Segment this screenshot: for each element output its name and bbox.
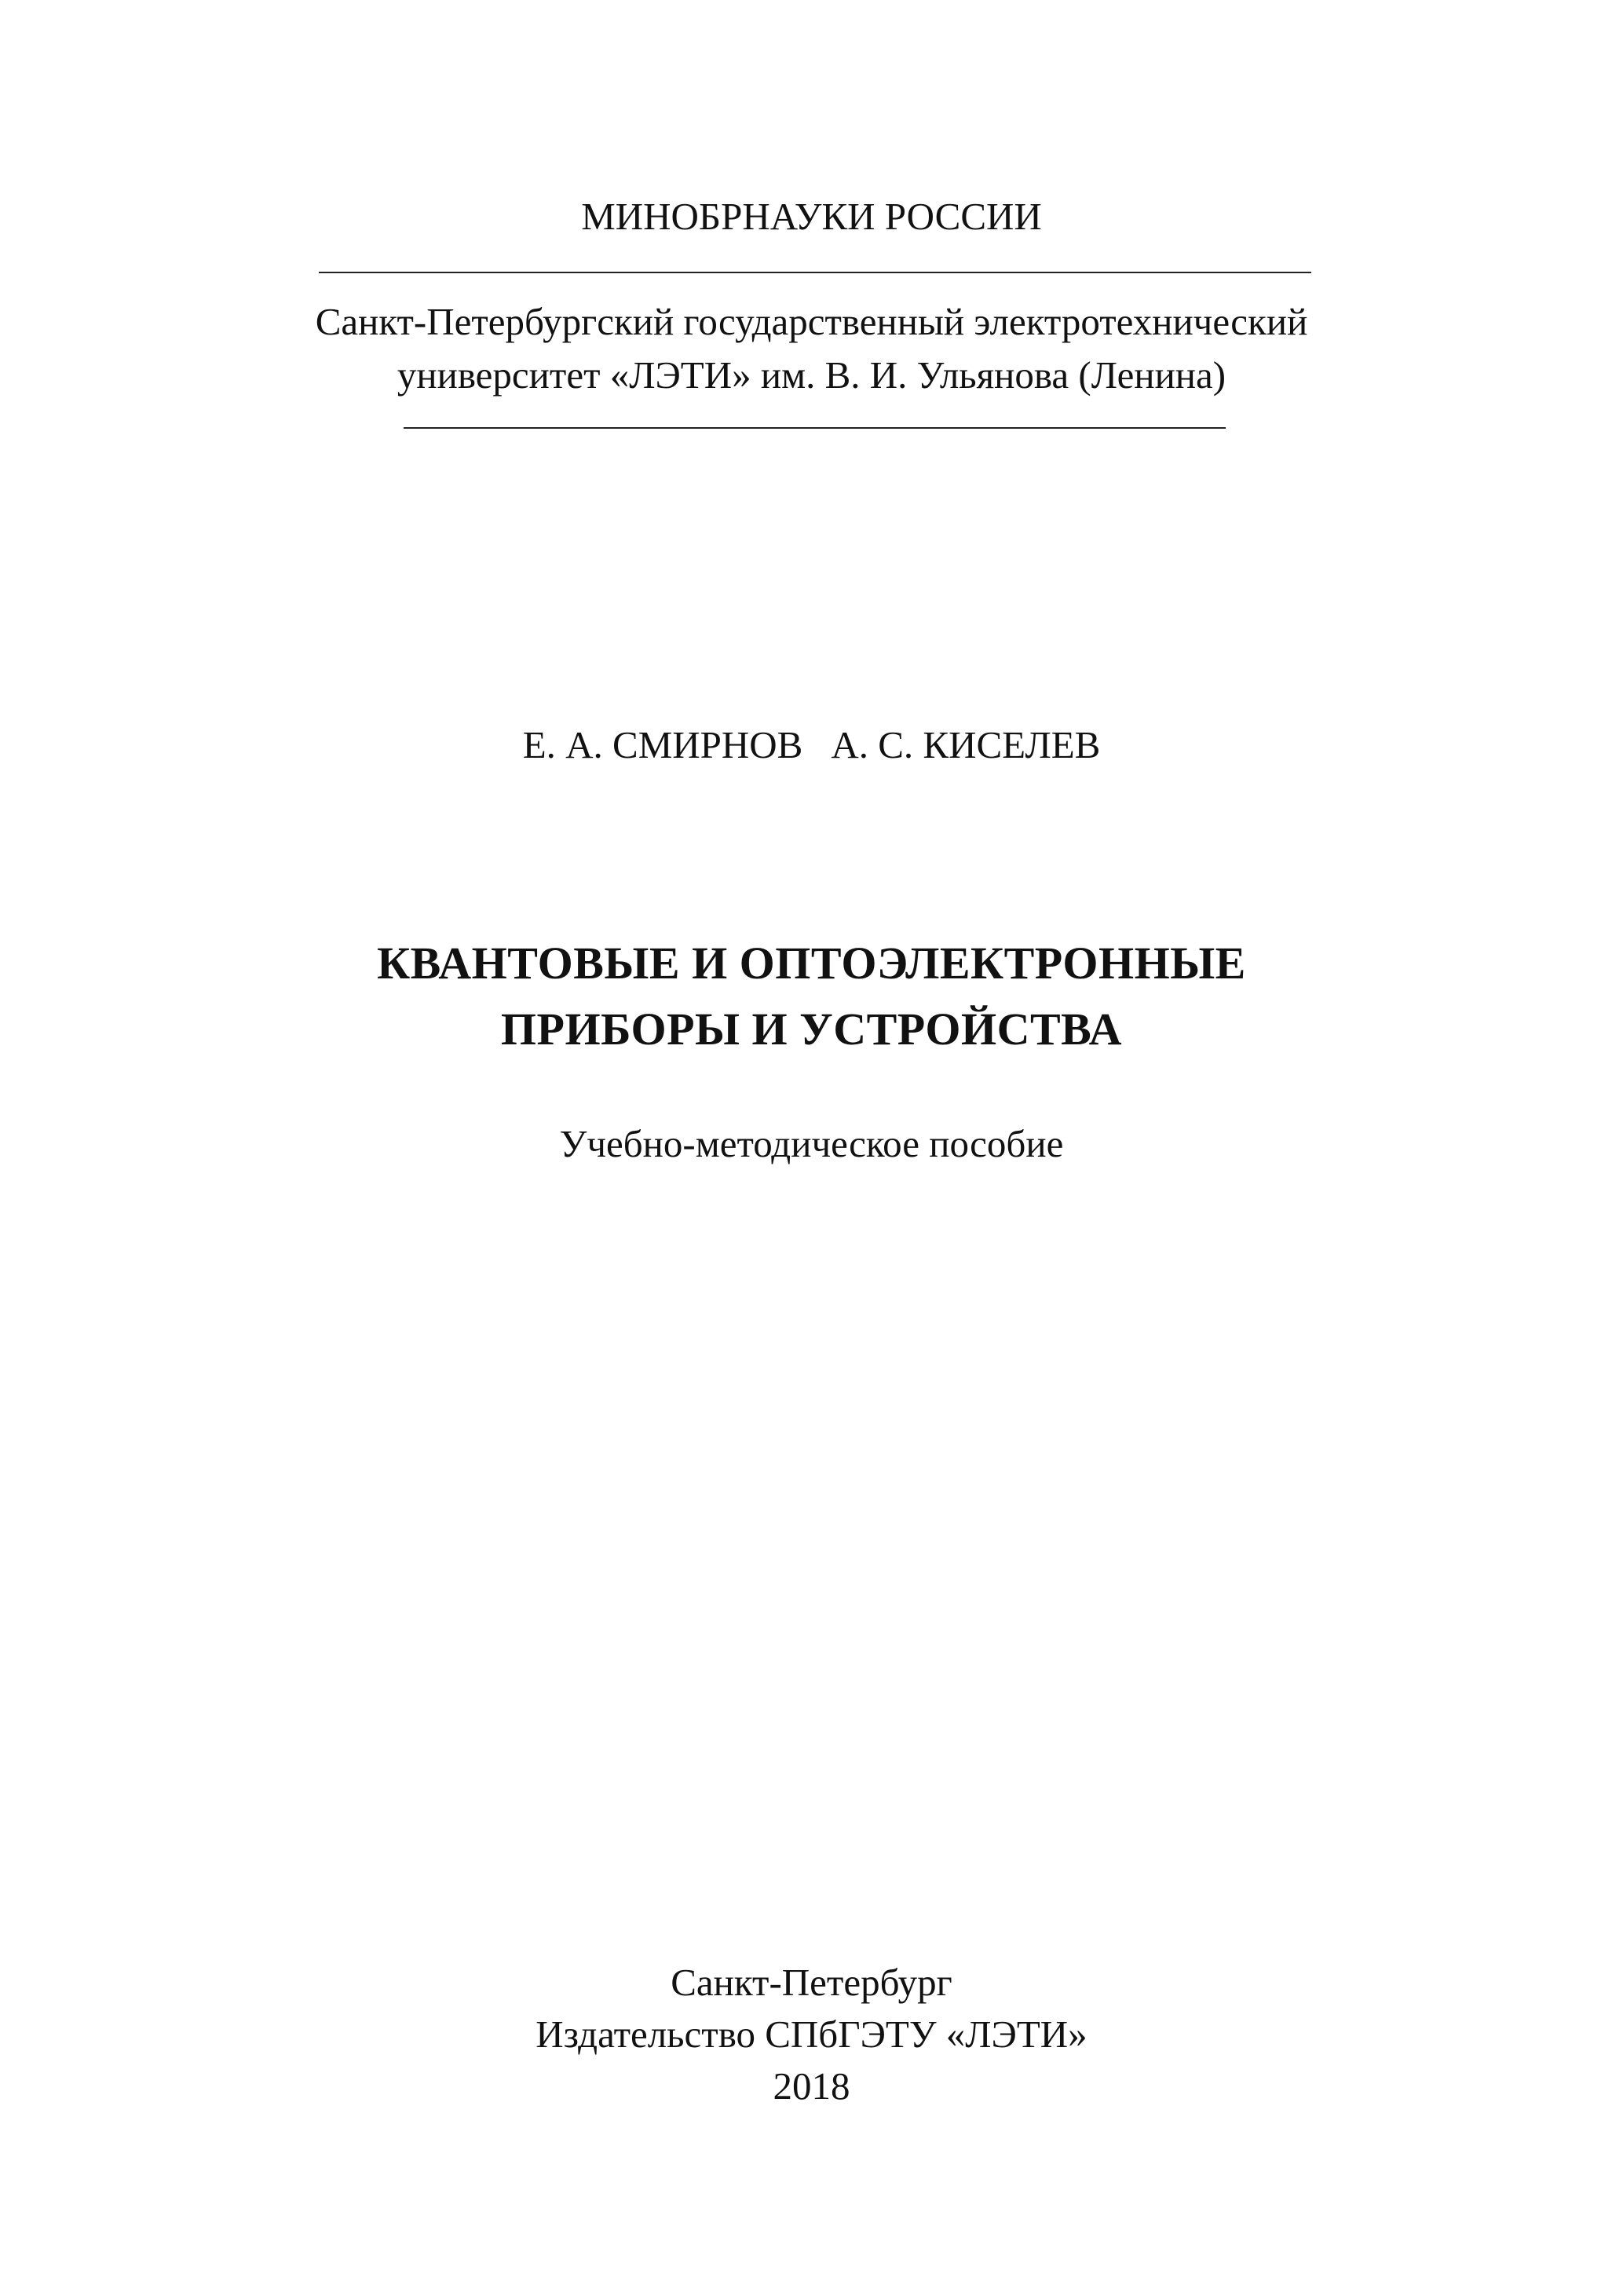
authors [0, 722, 1623, 769]
book-title-line1: КВАНТОВЫЕ И ОПТОЭЛЕКТРОННЫЕ [377, 938, 1246, 989]
ministry-name: МИНОБРНАУКИ РОССИИ [581, 195, 1042, 238]
imprint-city: Санкт-Петербург [671, 1961, 952, 2004]
header-divider-bottom [404, 427, 1226, 429]
author-name: А. С. КИСЕЛЕВ [831, 723, 1101, 766]
university-name-line1: Санкт-Петербургский государственный электротехнический [315, 300, 1308, 343]
university-name-line2: университет «ЛЭТИ» им. В. И. Ульянова (Ленина) [397, 353, 1226, 397]
imprint-year: 2018 [773, 2064, 850, 2108]
author-name: Е. А. СМИРНОВ [522, 723, 803, 766]
imprint-publisher: Издательство СПбГЭТУ «ЛЭТИ» [536, 2013, 1087, 2056]
book-title-line2: ПРИБОРЫ И УСТРОЙСТВА [500, 1004, 1123, 1055]
header-divider-top [319, 272, 1311, 273]
book-subtitle: Учебно-методическое пособие [559, 1122, 1064, 1165]
